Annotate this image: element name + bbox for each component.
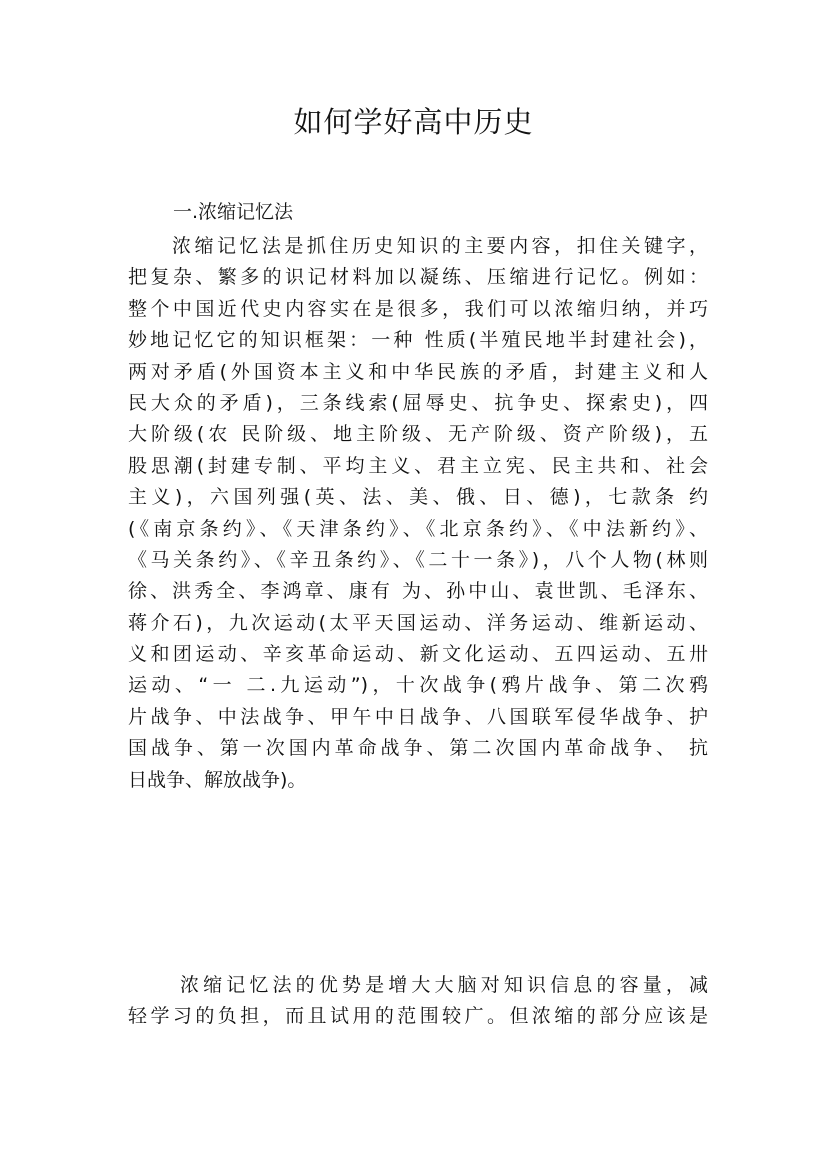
paragraph-line: 运动、“一 二.九运动”)，十次战争(鸦片战争、第二次鸦 — [128, 674, 708, 697]
paragraph-line: (《南京条约》、《天津条约》、《北京条约》、《中法新约》、 — [128, 517, 708, 540]
paragraph-line: 两对矛盾(外国资本主义和中华民族的矛盾，封建主义和人 — [128, 360, 708, 383]
paragraph-line: 国战争、第一次国内革命战争、第二次国内革命战争、 抗 — [128, 737, 708, 760]
paragraph-line: 片战争、中法战争、甲午中日战争、八国联军侵华战争、护 — [128, 705, 708, 728]
paragraph-line: 主义)，六国列强(英、法、美、俄、日、德)，七款条 约 — [128, 486, 708, 509]
paragraph-line: 把复杂、繁多的识记材料加以凝练、压缩进行记忆。例如： — [128, 266, 708, 289]
paragraph-line: 日战争、解放战争)。 — [128, 768, 307, 791]
paragraph-line: 徐、洪秀全、李鸿章、康有 为、孙中山、袁世凯、毛泽东、 — [128, 580, 708, 603]
paragraph-line: 蒋介石)，九次运动(太平天国运动、洋务运动、维新运动、 — [128, 611, 708, 634]
paragraph-line: 股思潮(封建专制、平均主义、君主立宪、民主共和、社会 — [128, 454, 708, 477]
paragraph-line: 整个中国近代史内容实在是很多，我们可以浓缩归纳，并巧 — [128, 297, 708, 320]
paragraph-line: 妙地记忆它的知识框架：一种 性质(半殖民地半封建社会)， — [128, 329, 708, 352]
paragraph-line: 浓缩记忆法的优势是增大大脑对知识信息的容量，减 — [180, 974, 708, 996]
paragraph-line: 义和团运动、辛亥革命运动、新文化运动、五四运动、五卅 — [128, 643, 708, 666]
section-heading: 一.浓缩记忆法 — [173, 201, 294, 223]
paragraph-line: 浓缩记忆法是抓住历史知识的主要内容，扣住关键字， — [172, 235, 708, 257]
paragraph-1 — [128, 231, 708, 796]
document-title: 如何学好高中历史 — [293, 105, 534, 139]
paragraph-line: 《马关条约》、《辛丑条约》、《二十一条》)，八个人物(林则 — [128, 548, 708, 571]
paragraph-line: 轻学习的负担，而且试用的范围较广。但浓缩的部分应该是 — [128, 1005, 708, 1028]
paragraph-2 — [128, 970, 708, 1033]
paragraph-line: 大阶级(农 民阶级、地主阶级、无产阶级、资产阶级)，五 — [128, 423, 708, 446]
paragraph-line: 民大众的矛盾)，三条线索(屈辱史、抗争史、探索史)，四 — [128, 391, 708, 414]
